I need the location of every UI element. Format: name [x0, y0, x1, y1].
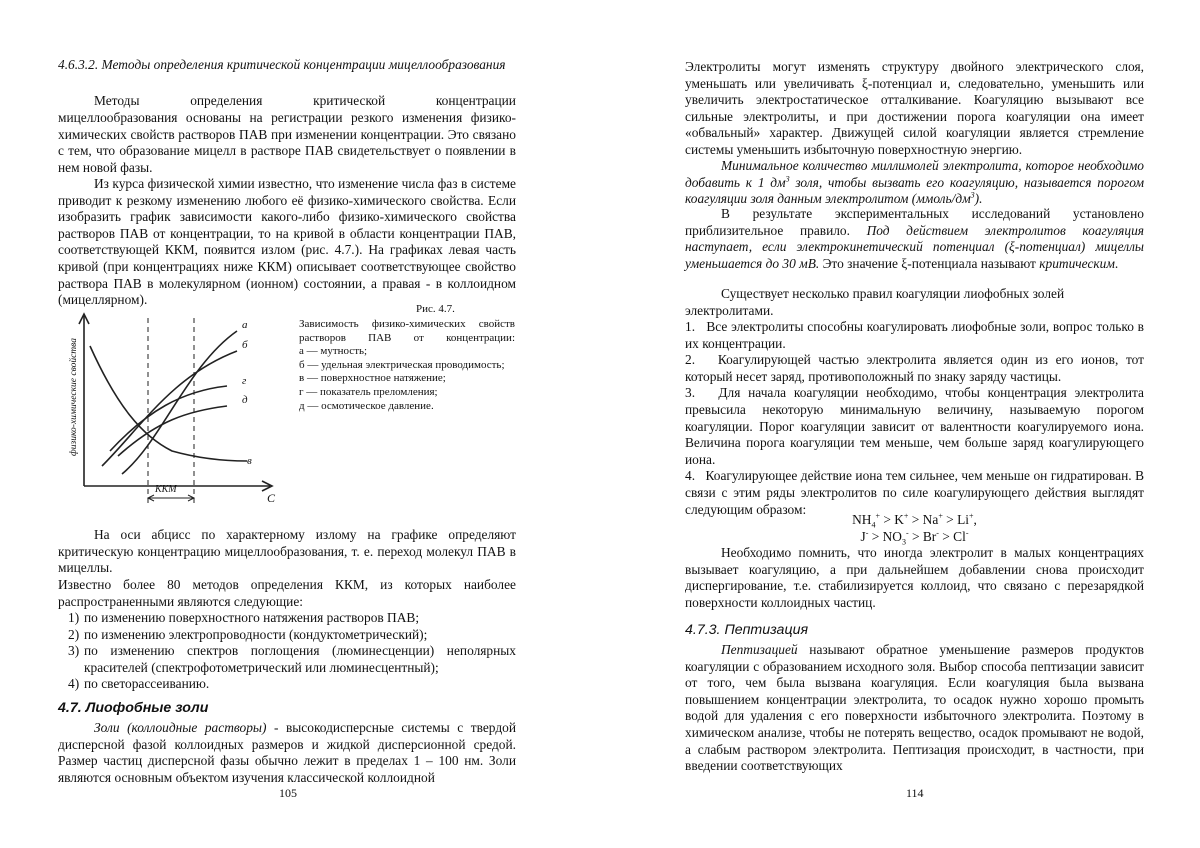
rules-list [685, 319, 1144, 518]
paragraph-2 [685, 158, 1144, 208]
list-item [58, 627, 516, 644]
curve-label: а [242, 319, 248, 331]
rule-number: 1. [685, 319, 696, 334]
rule-item [685, 319, 1144, 352]
paragraph-4: Существует несколько правил коагуляции лиофобных золей электролитами. [685, 286, 1065, 318]
caption-line: а — мутность; [299, 345, 368, 358]
superscript: 3 [785, 174, 790, 184]
text: . [1114, 255, 1119, 271]
term: Золи (коллоидные растворы) [94, 720, 267, 735]
caption-line: б — удельная электрическая проводимость; [299, 358, 505, 371]
list-number: 4) [68, 676, 80, 692]
paragraph-6 [685, 642, 1144, 775]
list-number: 3) [68, 643, 80, 659]
right-page [600, 0, 1200, 848]
curve-label: д [242, 394, 248, 406]
caption-line: д — осмотическое давление. [299, 399, 434, 412]
rule-item [685, 468, 1144, 518]
section-heading: 4.7. Лиофобные золи [58, 700, 209, 716]
y-axis-label: физико-химические свойства [69, 338, 79, 456]
word: определения [190, 93, 263, 108]
paragraph-1: Электролиты могут изменять структуру двойного электрического слоя, уменьшать или увеличивать ξ-потенциал и, следовательно, уменьшить или увеличить электростатическое отталкивание. Коагуляцию вызывают все сильные электролиты, и при достижении порога коагуляции она имеет «обвальный» характер. Движущей силой коагуляции является стремление системы уменьшить избыточную поверхностную энергию. [685, 59, 1144, 157]
curve-label: б [242, 339, 248, 351]
figure-label: Рис. 4.7. [416, 303, 455, 315]
paragraph-1-first-line [58, 93, 516, 110]
rule-item [685, 385, 1144, 468]
text: Минимальное количество миллимолей электролита, которое необходимо добавить к 1 дм [685, 158, 1144, 190]
rule-text: Коагулирующей частью электролита является один из его ионов, тот который несет заряд, противоположный по знаку заряду частицы. [685, 352, 1144, 384]
rule-number: 2. [685, 352, 696, 368]
curve-b [102, 351, 237, 466]
text: В результате экспериментальных исследований установлено приблизительное правило. [685, 206, 1144, 238]
paragraph-3: На оси абцисс по характерному излому на графике определяют критическую концентрацию мицеллообразования, т. е. переход молекул ПАВ в мицеллы. [58, 527, 516, 576]
page-number: 105 [279, 786, 297, 800]
rule-number: 4. [685, 468, 696, 484]
paragraph-5 [58, 720, 516, 786]
paragraph-4: Известно более 80 методов определения ККМ, из которых наиболее распространенными являются следующие: [58, 577, 516, 609]
kkm-label: ККМ [155, 484, 177, 495]
rule-number: 3. [685, 385, 696, 401]
rule-item [685, 352, 1144, 385]
anion-series: $J^- > NO_3^- > Br^- > Cl^-$ [860, 528, 969, 547]
cation-series: $NH_4^+ > K^+ > Na^+ > Li^+$, [852, 511, 977, 530]
paragraph-2: Из курса физической химии известно, что изменение числа фаз в системе приводит к резкому изменению любого её физико-химического свойства. Если изобразить график зависимости какого-либо физико-химического свойства растворов ПАВ от концентрации, то на кривой в области концентрации ПАВ, соответствующей ККМ, появится излом (рис. 4.7.). На графиках левая часть кривой (при концентрациях ниже ККМ) описывает соответствующее свойство раствора ПАВ в молекулярном (ионном) состоянии, а правая - в коллоидном (мицеллярном). [58, 176, 516, 308]
figure-chart [62, 306, 284, 516]
list-number: 1) [68, 610, 80, 625]
paragraph-3 [685, 206, 1144, 272]
word: Методы [94, 93, 140, 108]
page-number: 114 [906, 786, 924, 800]
caption-line: в — поверхностное натяжение; [299, 372, 446, 385]
word: критической [313, 93, 386, 108]
rule-text: Коагулирующее действие иона тем сильнее, чем меньше он гидратирован. В связи с этим ряды электролитов по силе коагулирующего действия выглядят следующим образом: [685, 468, 1145, 517]
text: ). [974, 191, 983, 207]
list-number: 2) [68, 626, 80, 642]
list-text: по изменению спектров поглощения (люминесценции) неполярных красителей (спектрофотометрический или люминесцентный); [84, 643, 516, 675]
paragraph-1: мицеллообразования основаны на регистрации резкого изменения физико-химических свойств растворов ПАВ при изменении концентрации. Это связано с тем, что образование мицелл в растворе ПАВ свидетельствует о появлении в нем новой фазы. [58, 110, 516, 175]
word: концентрации [435, 93, 516, 108]
text: золя, чтобы вызвать его коагуляцию, называется порогом коагуляции золя данным электролитом (ммоль/дм [685, 174, 1144, 207]
emphasis: критическим [1039, 255, 1115, 271]
list-item [58, 643, 516, 676]
rule-text: Все электролиты способны коагулировать лиофобные золи, вопрос только в их концентрации. [685, 319, 1144, 351]
term: Пептизацией [721, 642, 798, 657]
list-text: по изменению поверхностного натяжения растворов ПАВ; [84, 610, 420, 625]
list-item [58, 676, 516, 693]
curve-label: в [247, 455, 252, 467]
list-text: по изменению электропроводности (кондуктометрический); [84, 626, 428, 642]
subsection-heading: 4.6.3.2. Методы определения критической концентрации мицеллообразования [58, 57, 506, 72]
paragraph-5: Необходимо помнить, что иногда электролит в малых концентрациях вызывает коагуляцию, а при дальнейшем добавлении снова происходит диспергирование, т.е. стабилизируется коллоид, что связано с перезарядкой поверхности коллоидных частиц. [685, 545, 1144, 610]
text: называют обратное уменьшение размеров продуктов коагуляции с образованием исходного золя. Выбор способа пептизации зависит от того, чем была вызвана коагуляция. Если коагуляция была вызвана повышением концентрации электролита, то осадок нужно хорошо промыть водой для удаления с его поверхности избыточного электролита. Поэтому в химическом анализе, чтобы не потерять вещество, осадок промывают не водой, а слабым раствором электролита. Пептизация происходит, в частности, при введении соответствующих [685, 642, 1144, 774]
x-axis-label: С [267, 491, 276, 505]
list-text: по светорассеиванию. [84, 676, 210, 692]
text: - высокодисперсные системы с твердой дисперсной фазой коллоидных размеров и жидкой дисперсионной средой. Размер частиц дисперсной фазы обычно лежит в пределах 1 – 100 нм. Золи являются основным объектом изучения классической коллоидной [58, 720, 516, 785]
list-item [58, 610, 516, 627]
caption-line: г — показатель преломления; [299, 385, 438, 398]
rule-text: Для начала коагуляции необходимо, чтобы концентрация электролита превысила некоторую минимальную величину, называемую порогом коагуляции. Порог коагуляции зависит от валентности коагулируемого иона. Величина порога коагуляции тем меньше, чем больше заряд коагулирующего иона. [685, 385, 1145, 467]
text: Это значение ξ-потенциала называют [819, 255, 1040, 271]
methods-list [58, 610, 516, 693]
curve-label: г [242, 375, 247, 387]
caption-line: Зависимость физико-химических свойств растворов ПАВ от концентрации: [299, 318, 515, 344]
superscript: 3 [970, 190, 975, 200]
section-heading: 4.7.3. Пептизация [685, 622, 809, 638]
figure-caption [299, 318, 515, 413]
emphasis: Под действием электролитов коагуляция наступает, если электрокинетический потенциал (ξ-потенциал) мицеллы уменьшается до 30 мВ. [685, 222, 1145, 271]
